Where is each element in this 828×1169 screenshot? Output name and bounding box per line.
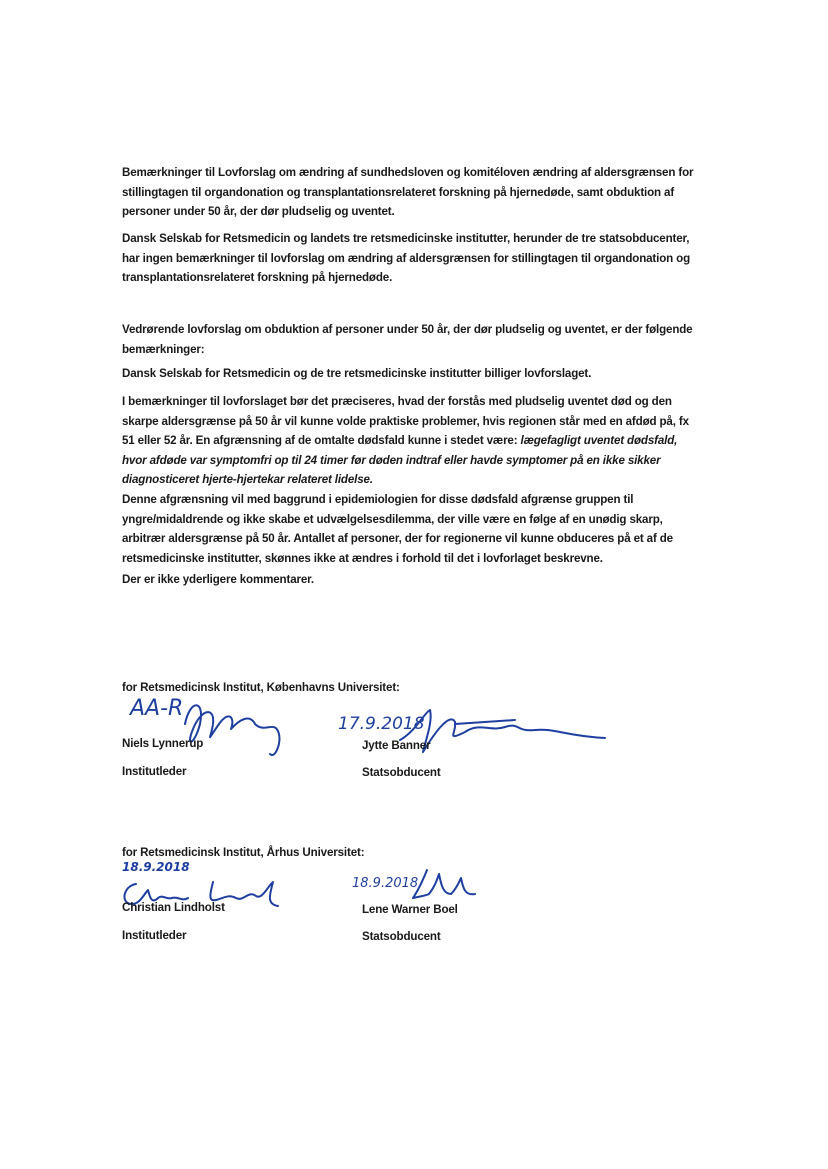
text-line: Denne afgrænsning vil med baggrund i epidemiologien for disse dødsfald afgrænse gruppen til (122, 493, 634, 506)
text-line: hvor afdøde var symptomfri op til 24 timer før døden indtraf eller havde symptomer på en ikke sikker (122, 453, 661, 467)
text-line: har ingen bemærkninger til lovforslag om ændring af aldersgrænsen for stillingtagen til organdonation og (122, 251, 691, 265)
text-line: Bemærkninger til Lovforslag om ændring af sundhedsloven og komitéloven ændring af aldersgrænsen for (122, 166, 694, 179)
aarhus-institute-label: for Retsmedicinsk Institut, Århus Universitet: (122, 846, 365, 859)
cph-right-name: Jytte Banner (362, 739, 431, 752)
text-line: transplantationsrelateret forskning på hjernedøde. (122, 271, 393, 284)
text-line: bemærkninger: (122, 342, 205, 356)
cph-handwritten-date: 17.9.2018 (338, 714, 425, 734)
text-line: Vedrørende lovforslag om obduktion af personer under 50 år, der dør pludselig og uventet, er der følgende (122, 323, 693, 336)
cph-left-signature (175, 694, 285, 764)
aarhus-right-handwritten-date: 18.9.2018 (352, 876, 419, 891)
text-line: yngre/midaldrende og ikke skabe et udvælgelsesdilemma, der ville være en følge af en unødig skarp, (122, 512, 663, 526)
approve-paragraph (122, 364, 722, 384)
text-line: Der er ikke yderligere kommentarer. (122, 573, 314, 586)
aarhus-left-name: Christian Lindholst (122, 901, 225, 914)
text-line: Dansk Selskab for Retsmedicin og de tre retsmedicinske institutter billiger lovforslaget. (122, 367, 592, 380)
aarhus-right-signature (405, 866, 480, 904)
cph-right-title: Statsobducent (362, 766, 441, 779)
italic-fragment: lægefagligt uventet dødsfald, (520, 434, 678, 447)
text-line: Dansk Selskab for Retsmedicin og landets tre retsmedicinske institutter, herunder de tre statsobducenter, (122, 232, 690, 245)
text-line (122, 431, 722, 451)
delimitation-paragraph (122, 490, 722, 568)
text-line: personer under 50 år, der dør pludselig og uventet. (122, 205, 395, 218)
closing-paragraph (122, 570, 722, 590)
text-line: arbitrær aldersgrænse på 50 år. Antallet af personer, der for regionerne vil kunne obduceres på et af de (122, 532, 673, 545)
cph-left-title: Institutleder (122, 765, 187, 778)
aarhus-left-title: Institutleder (122, 929, 187, 942)
cph-handwritten-initials: AA-R (130, 696, 184, 721)
text-line: skarpe aldersgrænse på 50 år vil kunne volde praktiske problemer, hvis regionen står med en afdød på, fx (122, 414, 689, 428)
aarhus-right-name: Lene Warner Boel (362, 903, 458, 916)
text-line: diagnosticeret hjerte-hjertekar relateret lidelse. (122, 473, 373, 486)
regarding-paragraph (122, 320, 722, 359)
cph-institute-label: for Retsmedicinsk Institut, Københavns Universitet: (122, 681, 400, 694)
aarhus-right-title: Statsobducent (362, 930, 441, 943)
remarks-paragraph (122, 392, 722, 490)
text-line: stillingtagen til organdonation og transplantationsrelateret forskning på hjernedøde, samt obduktion af (122, 185, 675, 199)
text-fragment: 51 eller 52 år. En afgrænsning af de omtalte dødsfald kunne i stedet være: (122, 434, 521, 447)
cph-left-name: Niels Lynnerup (122, 737, 204, 750)
society-paragraph (122, 229, 722, 288)
text-line: I bemærkninger til lovforslaget bør det præciseres, hvad der forstås med pludselig uventet død og den (122, 395, 672, 408)
intro-paragraph (122, 163, 722, 222)
aarhus-left-handwritten-date: 18.9.2018 (122, 860, 190, 874)
text-line: retsmedicinske institutter, skønnes ikke at ændres i forhold til det i lovforlaget beskrevne. (122, 551, 603, 565)
